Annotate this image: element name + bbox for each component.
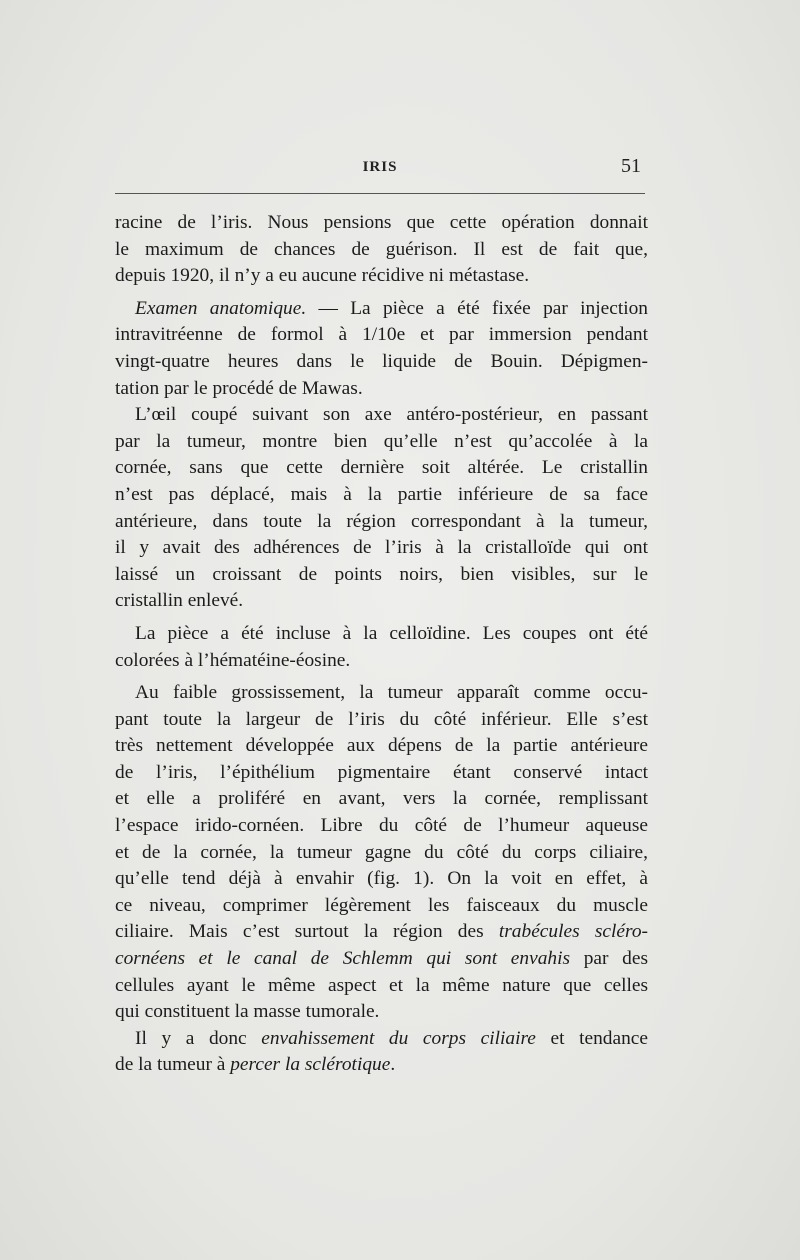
text-line [115, 919, 648, 946]
paragraph [115, 1026, 648, 1079]
header-rule [115, 193, 645, 194]
section-heading: Examen anatomique. [135, 297, 307, 319]
italic-segment: cornéens et le canal de Schlemm qui sont envahis [115, 948, 571, 970]
text-line: colorées à l’hématéine-éosine. [115, 649, 351, 671]
text-line: et elle a proliféré en avant, vers la cornée, remplissant [115, 788, 648, 810]
text-line [115, 1052, 648, 1079]
italic-segment: percer la sclérotique [230, 1054, 391, 1076]
text-line: cellules ayant le même aspect et la même nature que celles [115, 974, 648, 996]
text-line [115, 1026, 648, 1053]
text-line: cristallin enlevé. [115, 590, 244, 612]
text-line: vingt-quatre heures dans le liquide de Bouin. Dépigmen- [115, 350, 648, 372]
text-line: depuis 1920, il n’y a eu aucune récidive ni métastase. [115, 265, 530, 287]
text-line: La pièce a été incluse à la celloïdine. Les coupes ont été [135, 622, 648, 644]
text-line: L’œil coupé suivant son axe antéro-postérieur, en passant [135, 404, 648, 426]
text-line: et de la cornée, la tumeur gagne du côté du corps ciliaire, [115, 841, 648, 863]
page-header [115, 155, 645, 185]
text-segment: . [390, 1054, 396, 1076]
text-line: racine de l’iris. Nous pensions que cette opération donnait [115, 212, 648, 233]
italic-segment: envahissement du corps ciliaire [261, 1027, 536, 1049]
text-line: qu’elle tend déjà à envahir (fig. 1). On la voit en effet, à [115, 868, 648, 890]
text-line: l’espace irido-cornéen. Libre du côté de l’humeur aqueuse [115, 815, 648, 837]
text-line: Au faible grossissement, la tumeur apparaît comme occu- [135, 682, 648, 704]
paragraph [115, 680, 648, 1026]
text-line: très nettement développée aux dépens de la partie antérieure [115, 735, 648, 757]
text-line: cornée, sans que cette dernière soit altérée. Le cristallin [115, 457, 648, 479]
text-segment: de la tumeur à [115, 1054, 231, 1076]
text-line: le maximum de chances de guérison. Il est de fait que, [115, 238, 648, 260]
italic-segment: trabécules scléro- [498, 921, 648, 943]
text-line: qui constituent la masse tumorale. [115, 1001, 380, 1023]
text-line: il y avait des adhérences de l’iris à la cristalloïde qui ont [115, 537, 648, 559]
text-segment: par des [570, 948, 648, 970]
paragraph [115, 296, 648, 402]
text-line: ce niveau, comprimer légèrement les faisceaux du muscle [115, 894, 648, 916]
paragraph [115, 210, 648, 290]
text-line: n’est pas déplacé, mais à la partie inférieure de sa face [115, 483, 648, 505]
text-line: tation par le procédé de Mawas. [115, 377, 363, 399]
text-line [115, 946, 648, 973]
text-line: intravitréenne de formol à 1/10e et par immersion pendant [115, 324, 648, 346]
text-line: pant toute la largeur de l’iris du côté inférieur. Elle s’est [115, 708, 648, 730]
text-segment: et tendance [535, 1027, 649, 1049]
text-line [115, 296, 648, 323]
running-head: IRIS [362, 159, 398, 175]
text-line: antérieure, dans toute la région correspondant à la tumeur, [115, 510, 648, 532]
text-segment: ciliaire. Mais c’est surtout la région des [115, 921, 499, 943]
page-number: 51 [621, 155, 641, 177]
paragraph [115, 621, 648, 674]
body-text [115, 210, 648, 1079]
paragraph [115, 402, 648, 615]
text-line: par la tumeur, montre bien qu’elle n’est qu’accolée à la [115, 430, 648, 452]
text-segment: — La pièce a été fixée par injection [306, 297, 648, 319]
text-segment: Il y a donc [135, 1027, 262, 1049]
text-line: de l’iris, l’épithélium pigmentaire étant conservé intact [115, 761, 648, 783]
text-line: laissé un croissant de points noirs, bien visibles, sur le [115, 563, 648, 585]
